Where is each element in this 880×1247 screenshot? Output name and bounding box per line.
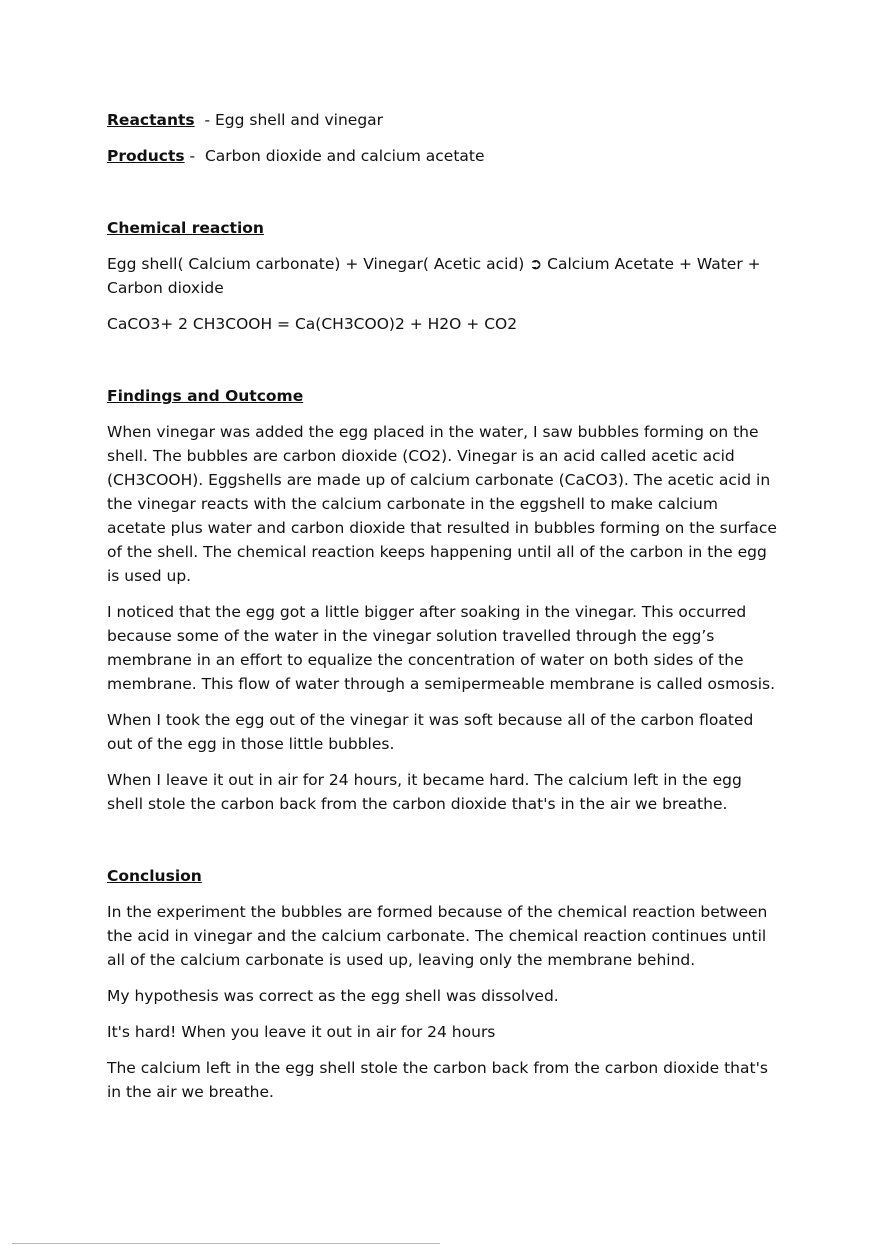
chemical-formula: CaCO3+ 2 CH3COOH = Ca(CH3COO)2 + H2O + CO2 (107, 315, 518, 333)
conclusion-paragraph: The calcium left in the egg shell stole the carbon back from the carbon dioxide that's in the air we breathe. (107, 1059, 768, 1101)
conclusion-heading: Conclusion (107, 867, 202, 885)
conclusion-paragraph: My hypothesis was correct as the egg shell was dissolved. (107, 987, 559, 1005)
conclusion-paragraph: It's hard! When you leave it out in air for 24 hours (107, 1023, 496, 1041)
word-equation (107, 252, 777, 300)
word-equation-right: Calcium Acetate + Water + Carbon dioxide (107, 255, 761, 297)
findings-paragraph: I noticed that the egg got a little bigger after soaking in the vinegar. This occurred because some of the water in the vinegar solution travelled through the egg’s membrane in an effort to equalize the concentration of water on both sides of the membrane. This flow of water through a semipermeable membrane is called osmosis. (107, 603, 776, 693)
products-label: Products (107, 147, 185, 165)
reactants-line (107, 108, 777, 132)
reactants-text: - Egg shell and vinegar (194, 111, 384, 129)
findings-heading: Findings and Outcome (107, 387, 304, 405)
footer-divider (12, 1243, 440, 1244)
word-equation-left: Egg shell( Calcium carbonate) + Vinegar( Acetic acid) (107, 255, 530, 273)
reactants-label: Reactants (107, 111, 195, 129)
document-page (107, 108, 777, 1116)
spacer (107, 180, 777, 216)
chemical-reaction-heading: Chemical reaction (107, 219, 264, 237)
products-text: - Carbon dioxide and calcium acetate (184, 147, 485, 165)
arrow-icon: ➲ (529, 255, 543, 273)
products-line (107, 144, 777, 168)
findings-paragraph: When I leave it out in air for 24 hours, it became hard. The calcium left in the egg shell stole the carbon back from the carbon dioxide that's in the air we breathe. (107, 771, 742, 813)
spacer (107, 348, 777, 384)
findings-paragraph: When I took the egg out of the vinegar it was soft because all of the carbon floated out of the egg in those little bubbles. (107, 711, 754, 753)
conclusion-paragraph: In the experiment the bubbles are formed because of the chemical reaction between the acid in vinegar and the calcium carbonate. The chemical reaction continues until all of the calcium carbonate is used up, leaving only the membrane behind. (107, 903, 768, 969)
spacer (107, 828, 777, 864)
findings-paragraph: When vinegar was added the egg placed in the water, I saw bubbles forming on the shell. The bubbles are carbon dioxide (CO2). Vinegar is an acid called acetic acid (CH3COOH). Eggshells are made up of calcium carbonate (CaCO3). The acetic acid in the vinegar reacts with the calcium carbonate in the eggshell to make calcium acetate plus water and carbon dioxide that resulted in bubbles forming on the surface of the shell. The chemical reaction keeps happening until all of the carbon in the egg is used up. (107, 423, 777, 585)
